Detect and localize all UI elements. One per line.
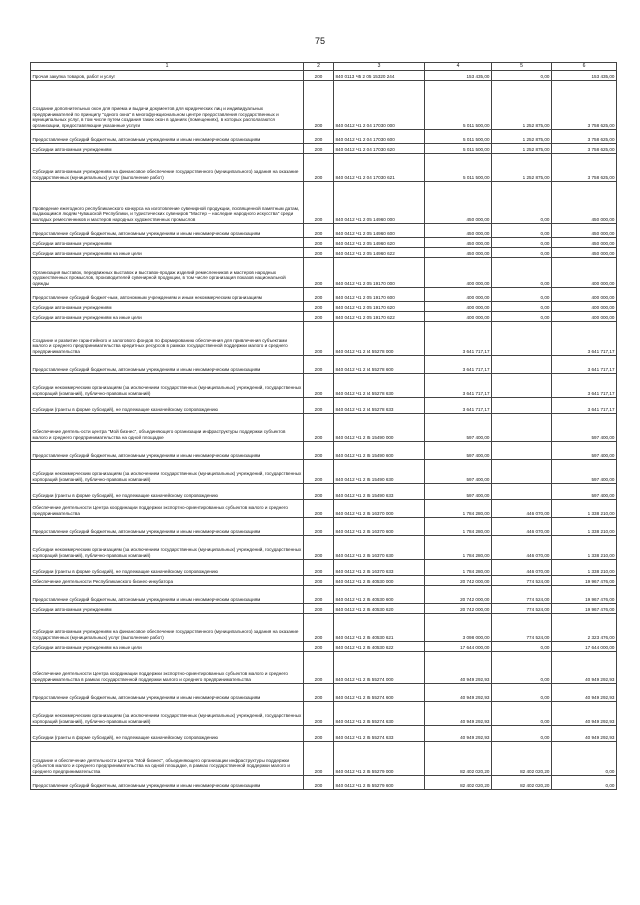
row-amount-total-cell: 450 000,00	[425, 223, 492, 237]
row-kbk-cell: 840 0412 Ч1 2 I5 40530 600	[334, 585, 425, 603]
row-amount-federal-cell: 446 070,00	[492, 517, 552, 535]
table-row	[31, 80, 617, 129]
row-amount-republic-cell: 400 000,00	[552, 257, 617, 287]
row-amount-federal-cell	[492, 441, 552, 459]
table-row	[31, 70, 617, 80]
row-amount-republic-cell: 0,00	[552, 775, 617, 789]
row-kbk-cell: 840 0412 Ч1 2 I5 16370 630	[334, 535, 425, 559]
table-row	[31, 651, 617, 683]
row-amount-federal-cell: 0,00	[492, 683, 552, 701]
row-kbk-cell: 840 0412 Ч1 2 05 14960 000	[334, 181, 425, 223]
row-amount-total-cell: 400 000,00	[425, 301, 492, 311]
row-amount-republic-cell: 17 644 000,00	[552, 641, 617, 651]
row-amount-republic-cell: 3 758 625,00	[552, 143, 617, 153]
row-kbk-cell: 840 0412 Ч1 2 I5 40530 622	[334, 641, 425, 651]
row-amount-total-cell: 5 011 500,00	[425, 143, 492, 153]
row-amount-total-cell: 3 641 717,17	[425, 397, 492, 413]
row-amount-federal-cell: 774 524,00	[492, 613, 552, 641]
row-amount-total-cell: 153 435,00	[425, 70, 492, 80]
row-kbk-cell: 840 0412 Ч1 2 04 17030 000	[334, 80, 425, 129]
row-amount-republic-cell: 1 338 210,00	[552, 535, 617, 559]
table-row	[31, 775, 617, 789]
table-row	[31, 373, 617, 397]
row-amount-federal-cell: 1 252 875,00	[492, 129, 552, 143]
row-amount-total-cell: 20 742 000,00	[425, 585, 492, 603]
row-amount-total-cell: 1 784 280,00	[425, 517, 492, 535]
row-name-cell: Субсидии (гранты в форме субсидий), не подлежащие казначейскому сопровождению	[31, 397, 304, 413]
row-code-cell: 200	[304, 775, 334, 789]
row-kbk-cell: 840 0412 Ч1 2 05 14960 620	[334, 237, 425, 247]
row-name-cell: Субсидии автономным учреждениям	[31, 143, 304, 153]
row-code-cell: 200	[304, 143, 334, 153]
row-kbk-cell: 840 0412 Ч1 2 I5 15490 630	[334, 459, 425, 483]
row-name-cell: Обеспечение деятель-ости центра "Мой бизнес", объединяющего организации инфраструктуры поддержки субъектов малого и среднего предпринимательства на одной площадке	[31, 413, 304, 441]
row-amount-federal-cell: 0,00	[492, 287, 552, 301]
table-row	[31, 741, 617, 775]
table-row	[31, 559, 617, 575]
row-amount-total-cell: 5 011 500,00	[425, 129, 492, 143]
table-row	[31, 397, 617, 413]
row-amount-total-cell: 400 000,00	[425, 287, 492, 301]
row-amount-republic-cell: 19 967 476,00	[552, 585, 617, 603]
column-header-6: 6	[552, 63, 617, 71]
row-amount-republic-cell: 3 758 625,00	[552, 153, 617, 181]
row-name-cell: Субсидии (гранты в форме субсидий), не подлежащие казначейскому сопровождению	[31, 483, 304, 499]
row-kbk-cell: 840 0412 Ч1 2 I5 55274 630	[334, 701, 425, 725]
row-kbk-cell: 840 0412 Ч1 2 05 19170 600	[334, 287, 425, 301]
row-name-cell: Создание дополнительных окон для приема и выдачи документов для юридических лиц и индивидуальных предпринимателей по принципу "одного окна" в многофункциональном центре предоставления государственных и муниципальных услуг, в том числе путем создания таких окон в зданиях (помещениях), в которых располагаются организации, предоставляющие указанные услуги	[31, 80, 304, 129]
row-kbk-cell: 840 0412 Ч1 2 05 19170 000	[334, 257, 425, 287]
row-name-cell: Субсидии автономным учреждениям	[31, 301, 304, 311]
row-amount-federal-cell: 0,00	[492, 257, 552, 287]
row-code-cell: 200	[304, 603, 334, 613]
row-kbk-cell: 840 0412 Ч1 2 I4 55278 600	[334, 355, 425, 373]
row-name-cell: Субсидии автономным учреждениям	[31, 237, 304, 247]
row-amount-total-cell: 597 400,00	[425, 413, 492, 441]
row-name-cell: Субсидии (гранты в форме субсидий), не подлежащие казначейскому сопровождению	[31, 559, 304, 575]
row-code-cell: 200	[304, 559, 334, 575]
row-amount-federal-cell: 0,00	[492, 181, 552, 223]
row-code-cell: 200	[304, 80, 334, 129]
row-amount-total-cell: 1 784 280,00	[425, 559, 492, 575]
table-row	[31, 287, 617, 301]
row-amount-federal-cell	[492, 373, 552, 397]
row-code-cell: 200	[304, 70, 334, 80]
table-row	[31, 143, 617, 153]
budget-table-body	[31, 63, 617, 790]
row-amount-total-cell: 40 949 292,93	[425, 725, 492, 741]
row-amount-federal-cell: 774 524,00	[492, 603, 552, 613]
row-code-cell: 200	[304, 413, 334, 441]
row-code-cell: 200	[304, 535, 334, 559]
row-name-cell: Предоставление субсидий бюджетным, автономным учреждениям и иным некоммерческим организациям	[31, 517, 304, 535]
table-row	[31, 575, 617, 585]
row-amount-total-cell: 40 949 292,93	[425, 651, 492, 683]
row-name-cell: Субсидии автономным учреждениям на иные цели	[31, 641, 304, 651]
table-row	[31, 247, 617, 257]
row-code-cell: 200	[304, 641, 334, 651]
row-kbk-cell: 840 0412 Ч1 2 I5 40530 621	[334, 613, 425, 641]
row-amount-federal-cell	[492, 355, 552, 373]
row-amount-total-cell: 3 641 717,17	[425, 355, 492, 373]
row-code-cell: 200	[304, 725, 334, 741]
table-row	[31, 459, 617, 483]
row-amount-federal-cell: 0,00	[492, 247, 552, 257]
row-amount-republic-cell: 40 949 292,93	[552, 651, 617, 683]
row-kbk-cell: 840 0412 Ч1 2 I5 55274 600	[334, 683, 425, 701]
row-kbk-cell: 840 0412 Ч1 2 I5 55274 000	[334, 651, 425, 683]
column-header-4: 4	[425, 63, 492, 71]
row-kbk-cell: 840 0412 Ч1 2 I5 55274 633	[334, 725, 425, 741]
row-name-cell: Предоставление субсидий бюджетным, автономным учреждениям и иным некоммерческим организациям	[31, 441, 304, 459]
table-row	[31, 517, 617, 535]
row-kbk-cell: 840 0412 Ч1 2 05 14960 622	[334, 247, 425, 257]
row-amount-republic-cell: 19 967 476,00	[552, 603, 617, 613]
row-code-cell: 200	[304, 301, 334, 311]
row-amount-republic-cell: 400 000,00	[552, 287, 617, 301]
row-kbk-cell: 840 0412 Ч1 2 05 14960 600	[334, 223, 425, 237]
row-code-cell: 200	[304, 153, 334, 181]
row-amount-republic-cell: 450 000,00	[552, 223, 617, 237]
row-code-cell: 200	[304, 741, 334, 775]
row-kbk-cell: 840 0412 Ч1 2 05 19170 620	[334, 301, 425, 311]
table-row	[31, 483, 617, 499]
row-code-cell: 200	[304, 181, 334, 223]
row-amount-total-cell: 597 400,00	[425, 483, 492, 499]
row-amount-federal-cell: 0,00	[492, 651, 552, 683]
row-amount-federal-cell: 1 252 875,00	[492, 143, 552, 153]
row-name-cell: Субсидии некоммерческим организациям (за исключением государственных (муниципальных) учреждений, государственных корпораций (компаний), публично-правовых компаний)	[31, 459, 304, 483]
table-row	[31, 613, 617, 641]
row-name-cell: Субсидии некоммерческим организациям (за исключением государственных (муниципальных) учреждений, государственных корпораций (компаний), публично-правовых компаний)	[31, 373, 304, 397]
table-row	[31, 499, 617, 517]
row-kbk-cell: 840 0412 Ч1 2 I5 40530 000	[334, 575, 425, 585]
row-amount-federal-cell	[492, 397, 552, 413]
row-code-cell: 200	[304, 441, 334, 459]
column-header-2: 2	[304, 63, 334, 71]
table-row	[31, 641, 617, 651]
row-kbk-cell: 840 0412 Ч1 2 I4 55278 630	[334, 373, 425, 397]
row-amount-federal-cell: 446 070,00	[492, 535, 552, 559]
row-kbk-cell: 840 0412 Ч1 2 I4 55278 000	[334, 321, 425, 355]
row-name-cell: Обеспечение деятельности Республиканского бизнес-инкубатора	[31, 575, 304, 585]
row-name-cell: Организация выставок, передвижных выставок и выставок-продаж изделий ремесленников и мастеров народных художественных промыслов, производителей сувенирной продукции, в том числе организация показов национальной одежды	[31, 257, 304, 287]
row-amount-total-cell: 400 000,00	[425, 257, 492, 287]
row-kbk-cell: 840 0412 Ч1 2 I5 55279 600	[334, 775, 425, 789]
row-kbk-cell: 840 0412 Ч1 2 I5 15490 633	[334, 483, 425, 499]
row-amount-federal-cell	[492, 483, 552, 499]
row-amount-republic-cell: 3 758 625,00	[552, 129, 617, 143]
row-code-cell: 200	[304, 683, 334, 701]
row-amount-federal-cell: 0,00	[492, 223, 552, 237]
row-amount-total-cell: 1 784 280,00	[425, 535, 492, 559]
row-amount-total-cell: 450 000,00	[425, 237, 492, 247]
row-name-cell: Субсидии автономным учреждениям на иные цели	[31, 247, 304, 257]
row-code-cell: 200	[304, 355, 334, 373]
row-amount-federal-cell: 774 524,00	[492, 575, 552, 585]
budget-table	[30, 62, 617, 790]
row-name-cell: Создание и развитие гарантийного и залогового фондов по формированию обеспечения для привлечения субъектами малого и среднего предпринимательства кредитных ресурсов в рамках государственной поддержки малого и среднего предпринимательства	[31, 321, 304, 355]
row-name-cell: Предоставление субсидий бюджетным, автономным учреждениям и иным некоммерческим организациям	[31, 223, 304, 237]
row-amount-republic-cell: 1 338 210,00	[552, 559, 617, 575]
row-amount-republic-cell: 450 000,00	[552, 247, 617, 257]
row-name-cell: Создание и обеспечение деятельности Центра "Мой бизнес", объединяющего организации инфраструктуры поддержки субъектов малого и среднего предпринимательства на одной площадке, в рамках государственной поддержки малого и среднего предпринимательства	[31, 741, 304, 775]
row-amount-republic-cell: 40 949 292,93	[552, 701, 617, 725]
row-name-cell: Предоставление субсидий бюджетным, автономным учреждениям и иным некоммерческим организациям	[31, 355, 304, 373]
row-name-cell: Предоставление субсидий бюджет-ным, автономным учреждениям и иным некоммерческим организациям	[31, 287, 304, 301]
row-amount-total-cell: 3 098 000,00	[425, 613, 492, 641]
table-row	[31, 181, 617, 223]
row-kbk-cell: 840 0412 Ч1 2 I5 16370 633	[334, 559, 425, 575]
row-name-cell: Предоставление субсидий бюджетным, автономным учреждениям и иным некоммерческим организациям	[31, 683, 304, 701]
row-amount-federal-cell: 0,00	[492, 641, 552, 651]
row-amount-federal-cell: 82 402 020,20	[492, 741, 552, 775]
row-kbk-cell: 840 0412 Ч1 2 04 17030 620	[334, 143, 425, 153]
table-row	[31, 129, 617, 143]
row-amount-republic-cell: 153 435,00	[552, 70, 617, 80]
row-kbk-cell: 840 0412 Ч1 2 I4 55278 633	[334, 397, 425, 413]
table-row	[31, 725, 617, 741]
row-amount-total-cell: 5 011 500,00	[425, 153, 492, 181]
row-amount-republic-cell: 19 967 476,00	[552, 575, 617, 585]
row-code-cell: 200	[304, 585, 334, 603]
row-amount-republic-cell: 3 641 717,17	[552, 321, 617, 355]
row-name-cell: Предоставление субсидий бюджетным, автономным учреждениям и иным некоммерческим организациям	[31, 129, 304, 143]
table-row	[31, 311, 617, 321]
row-amount-republic-cell: 597 400,00	[552, 483, 617, 499]
row-name-cell: Прочая закупка товаров, работ и услуг	[31, 70, 304, 80]
row-amount-federal-cell: 0,00	[492, 237, 552, 247]
column-numbers-row	[31, 63, 617, 71]
row-amount-total-cell: 5 011 500,00	[425, 80, 492, 129]
row-amount-republic-cell: 40 949 292,93	[552, 725, 617, 741]
row-kbk-cell: 840 0412 Ч1 2 I5 16370 600	[334, 517, 425, 535]
row-code-cell: 200	[304, 223, 334, 237]
row-amount-republic-cell: 3 641 717,17	[552, 397, 617, 413]
row-name-cell: Субсидии некоммерческим организациям (за исключением государственных (муниципальных) учреждений, государственных корпораций (компаний), публично-правовых компаний)	[31, 535, 304, 559]
row-amount-republic-cell: 1 338 210,00	[552, 499, 617, 517]
column-header-3: 3	[334, 63, 425, 71]
row-amount-total-cell: 450 000,00	[425, 247, 492, 257]
row-code-cell: 200	[304, 321, 334, 355]
row-kbk-cell: 840 0412 Ч1 2 I5 40530 620	[334, 603, 425, 613]
row-amount-total-cell: 3 641 717,17	[425, 321, 492, 355]
table-row	[31, 257, 617, 287]
row-amount-total-cell: 3 641 717,17	[425, 373, 492, 397]
row-name-cell: Предоставление субсидий бюджетным, автономным учреждениям и иным некоммерческим организациям	[31, 585, 304, 603]
row-amount-republic-cell: 597 400,00	[552, 441, 617, 459]
column-header-1: 1	[31, 63, 304, 71]
table-row	[31, 441, 617, 459]
table-row	[31, 301, 617, 311]
row-name-cell: Субсидии (гранты в форме субсидий), не подлежащие казначейскому сопровождению	[31, 725, 304, 741]
row-amount-total-cell: 20 742 000,00	[425, 575, 492, 585]
row-amount-federal-cell	[492, 321, 552, 355]
table-row	[31, 223, 617, 237]
row-amount-federal-cell: 446 070,00	[492, 559, 552, 575]
row-name-cell: Предоставление субсидий бюджетным, автономным учреждениям и иным некоммерческим организациям	[31, 775, 304, 789]
row-kbk-cell: 840 0412 Ч1 2 I5 15490 600	[334, 441, 425, 459]
row-amount-total-cell: 40 949 292,93	[425, 701, 492, 725]
table-row	[31, 321, 617, 355]
table-row	[31, 603, 617, 613]
row-amount-federal-cell: 1 252 875,00	[492, 80, 552, 129]
row-amount-federal-cell: 0,00	[492, 725, 552, 741]
row-kbk-cell: 840 0412 Ч1 2 04 17030 621	[334, 153, 425, 181]
row-amount-republic-cell: 3 641 717,17	[552, 373, 617, 397]
row-amount-federal-cell: 446 070,00	[492, 499, 552, 517]
page-number: 75	[314, 36, 325, 46]
row-amount-republic-cell: 1 338 210,00	[552, 517, 617, 535]
row-code-cell: 200	[304, 129, 334, 143]
table-row	[31, 535, 617, 559]
row-amount-total-cell: 450 000,00	[425, 181, 492, 223]
row-amount-republic-cell: 400 000,00	[552, 311, 617, 321]
row-name-cell: Субсидии некоммерческим организациям (за исключением государственных (муниципальных) учреждений, государственных корпораций (компаний), публично-правовых компаний)	[31, 701, 304, 725]
row-amount-federal-cell: 774 524,00	[492, 585, 552, 603]
row-amount-total-cell: 40 949 292,93	[425, 683, 492, 701]
row-amount-federal-cell	[492, 459, 552, 483]
row-amount-total-cell: 597 400,00	[425, 441, 492, 459]
row-amount-federal-cell: 0,00	[492, 311, 552, 321]
row-code-cell: 200	[304, 701, 334, 725]
row-kbk-cell: 840 0412 Ч1 2 04 17030 600	[334, 129, 425, 143]
row-code-cell: 200	[304, 459, 334, 483]
table-row	[31, 701, 617, 725]
row-name-cell: Субсидии автономным учреждениям	[31, 603, 304, 613]
row-amount-federal-cell: 0,00	[492, 70, 552, 80]
row-amount-republic-cell: 2 323 476,00	[552, 613, 617, 641]
row-name-cell: Субсидии автономным учреждениям на финансовое обеспечение государственного (муниципального) задания на оказание государственных (муниципальных) услуг (выполнение работ)	[31, 613, 304, 641]
row-amount-republic-cell: 0,00	[552, 741, 617, 775]
row-amount-republic-cell: 597 400,00	[552, 459, 617, 483]
row-amount-total-cell: 82 402 020,20	[425, 741, 492, 775]
row-code-cell: 200	[304, 613, 334, 641]
row-code-cell: 200	[304, 311, 334, 321]
row-name-cell: Субсидии автономным учреждениям на иные цели	[31, 311, 304, 321]
row-name-cell: Обеспечение деятельности Центра координации поддержки экспортно-ориентированных субъектов малого и среднего предпринимательства в рамках государственной поддержки малого и среднего предпринимательства	[31, 651, 304, 683]
row-amount-federal-cell	[492, 413, 552, 441]
row-amount-federal-cell: 82 402 020,20	[492, 775, 552, 789]
row-name-cell: Обеспечение деятельности Центра координации поддержки экспортно-ориентированных субъектов малого и среднего предпринимательства	[31, 499, 304, 517]
row-amount-total-cell: 1 784 280,00	[425, 499, 492, 517]
row-code-cell: 200	[304, 575, 334, 585]
row-code-cell: 200	[304, 247, 334, 257]
row-code-cell: 200	[304, 287, 334, 301]
row-amount-total-cell: 400 000,00	[425, 311, 492, 321]
row-amount-total-cell: 82 402 020,20	[425, 775, 492, 789]
row-code-cell: 200	[304, 237, 334, 247]
row-amount-republic-cell: 40 949 292,93	[552, 683, 617, 701]
table-row	[31, 237, 617, 247]
table-row	[31, 413, 617, 441]
row-amount-total-cell: 20 742 000,00	[425, 603, 492, 613]
table-row	[31, 355, 617, 373]
row-amount-republic-cell: 3 758 625,00	[552, 80, 617, 129]
row-code-cell: 200	[304, 257, 334, 287]
row-amount-republic-cell: 450 000,00	[552, 237, 617, 247]
row-amount-federal-cell: 1 252 875,00	[492, 153, 552, 181]
row-amount-total-cell: 597 400,00	[425, 459, 492, 483]
row-amount-republic-cell: 3 641 717,17	[552, 355, 617, 373]
row-name-cell: Проведение ежегодного республиканского конкурса на изготовление сувенирной продукции, посвященной памятным датам, выдающимся людям Чувашской Республики, и туристических сувениров "Мастер – наследие народного искусства" среди молодых ремесленников и мастеров народных художественных промыслов	[31, 181, 304, 223]
row-amount-republic-cell: 597 400,00	[552, 413, 617, 441]
row-amount-republic-cell: 400 000,00	[552, 301, 617, 311]
row-code-cell: 200	[304, 651, 334, 683]
row-code-cell: 200	[304, 483, 334, 499]
table-row	[31, 153, 617, 181]
table-row	[31, 683, 617, 701]
row-amount-republic-cell: 450 000,00	[552, 181, 617, 223]
row-kbk-cell: 840 0412 Ч1 2 I5 16370 000	[334, 499, 425, 517]
row-code-cell: 200	[304, 373, 334, 397]
row-kbk-cell: 840 0412 Ч1 2 I5 55279 000	[334, 741, 425, 775]
row-amount-federal-cell: 0,00	[492, 301, 552, 311]
row-code-cell: 200	[304, 397, 334, 413]
column-header-5: 5	[492, 63, 552, 71]
row-kbk-cell: 840 0412 Ч1 2 05 19170 622	[334, 311, 425, 321]
row-code-cell: 200	[304, 517, 334, 535]
row-amount-federal-cell: 0,00	[492, 701, 552, 725]
row-kbk-cell: 840 0412 Ч1 2 I5 15490 000	[334, 413, 425, 441]
table-row	[31, 585, 617, 603]
row-code-cell: 200	[304, 499, 334, 517]
row-name-cell: Субсидии автономным учреждениям на финансовое обеспечение государственного (муниципального) задания на оказание государственных (муниципальных) услуг (выполнение работ)	[31, 153, 304, 181]
row-amount-total-cell: 17 644 000,00	[425, 641, 492, 651]
row-kbk-cell: 840 0113 Ч5 2 05 15320 244	[334, 70, 425, 80]
